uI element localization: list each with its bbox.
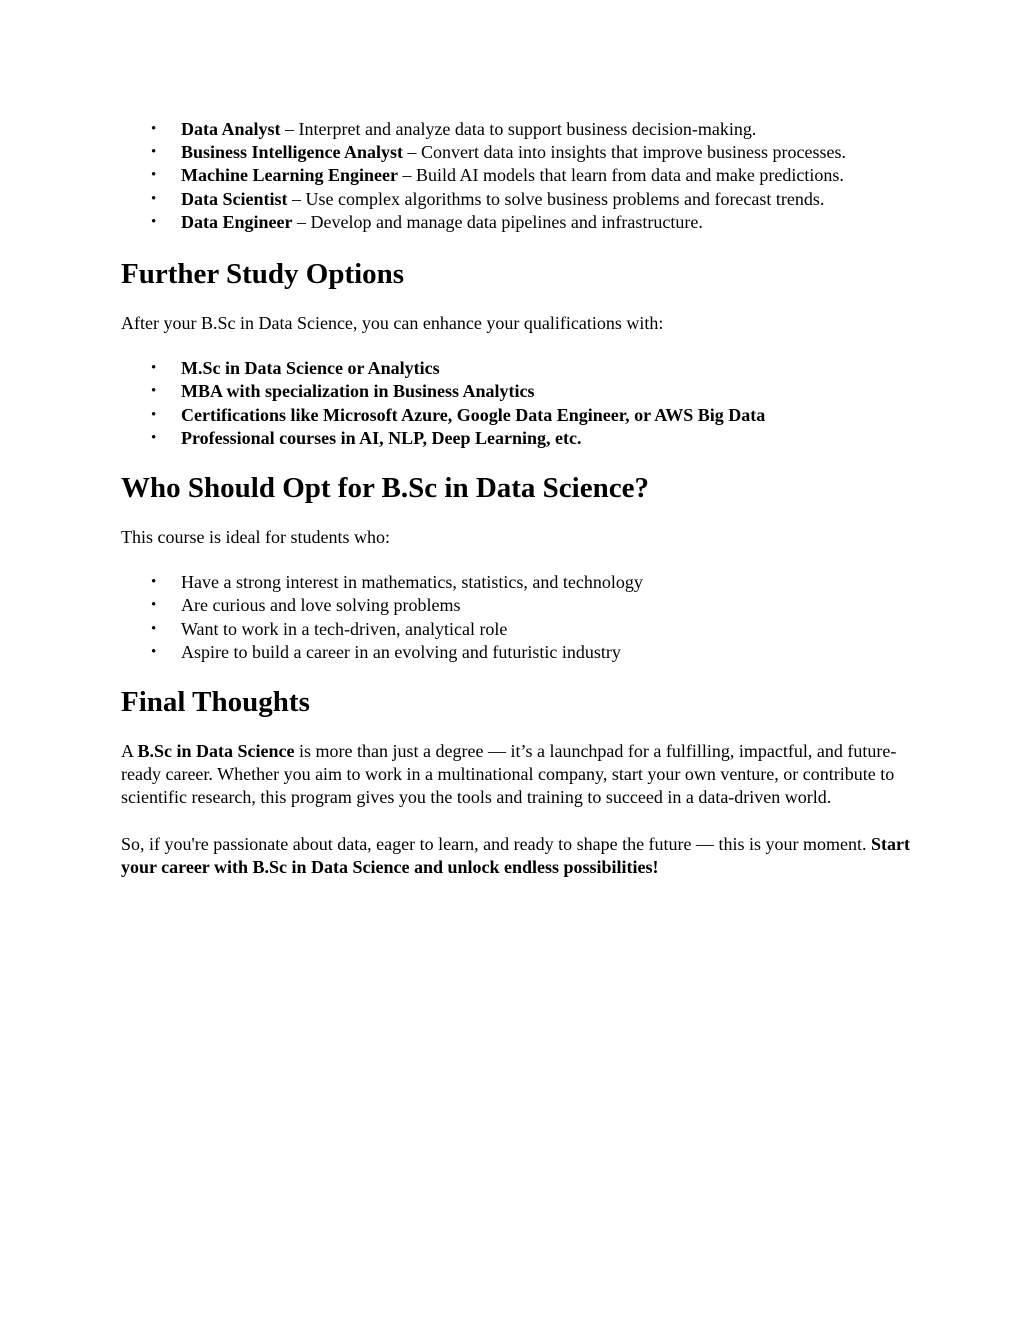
text-span: So, if you're passionate about data, eager to learn, and ready to shape the future — this is your moment. — [121, 833, 872, 854]
ideal-trait: Aspire to build a career in an evolving and futuristic industry — [181, 641, 621, 662]
career-desc: – Interpret and analyze data to support business decision-making. — [280, 119, 757, 139]
study-option: Professional courses in AI, NLP, Deep Learning, etc. — [181, 427, 582, 448]
bullet: • — [151, 383, 157, 400]
list-item — [121, 571, 911, 594]
bullet: • — [151, 360, 157, 377]
career-title: Business Intelligence Analyst — [181, 142, 404, 163]
list-item — [121, 404, 911, 427]
list-item — [121, 188, 911, 211]
bullet: • — [151, 190, 157, 207]
bullet: • — [151, 597, 157, 614]
bullet: • — [151, 167, 157, 184]
study-option: MBA with specialization in Business Analytics — [181, 381, 535, 402]
degree-name: B.Sc in Data Science — [137, 741, 295, 762]
bullet: • — [151, 213, 157, 230]
bullet: • — [151, 620, 157, 637]
career-desc: – Develop and manage data pipelines and infrastructure. — [292, 211, 703, 232]
list-item — [121, 427, 911, 450]
list-item — [121, 618, 911, 641]
study-option: M.Sc in Data Science or Analytics — [181, 358, 440, 379]
final-paragraph-1 — [121, 740, 911, 810]
list-item — [121, 118, 911, 141]
list-item — [121, 380, 911, 403]
bullet: • — [151, 429, 157, 446]
list-item — [121, 357, 911, 380]
further-study-list — [121, 357, 911, 450]
bullet: • — [151, 121, 157, 137]
career-title: Data Engineer — [181, 211, 293, 232]
bullet: • — [151, 406, 157, 423]
study-option: Certifications like Microsoft Azure, Google Data Engineer, or AWS Big Data — [181, 404, 766, 425]
ideal-trait: Have a strong interest in mathematics, statistics, and technology — [181, 572, 643, 593]
list-item — [121, 211, 911, 234]
ideal-trait: Want to work in a tech-driven, analytical role — [181, 618, 508, 639]
career-desc: – Build AI models that learn from data and make predictions. — [398, 165, 844, 186]
call-to-action: Start your career with B.Sc in Data Science and unlock endless possibilities! — [121, 833, 911, 877]
text-span: A — [121, 741, 138, 762]
final-thoughts-heading: Final Thoughts — [121, 686, 310, 719]
document-page — [121, 118, 911, 879]
list-item — [121, 164, 911, 187]
career-title: Data Analyst — [181, 119, 281, 139]
career-title: Data Scientist — [181, 188, 288, 209]
who-should-opt-heading: Who Should Opt for B.Sc in Data Science? — [121, 472, 649, 505]
career-desc: – Use complex algorithms to solve business problems and forecast trends. — [287, 188, 825, 209]
final-paragraph-2 — [121, 833, 911, 879]
bullet: • — [151, 144, 157, 161]
list-item — [121, 594, 911, 617]
list-item — [121, 641, 911, 664]
text-span: is more than just a degree — it’s a launchpad for a fulfilling, impactful, and future-ready career. Whether you aim to work in a multinational company, start your own venture, or contribute to scientific research, this program gives you the tools and training to succeed in a data-driven world. — [121, 741, 897, 808]
bullet: • — [151, 574, 157, 591]
further-study-intro: After your B.Sc in Data Science, you can enhance your qualifications with: — [121, 313, 664, 334]
who-should-opt-intro: This course is ideal for students who: — [121, 527, 390, 548]
career-list — [121, 118, 911, 234]
further-study-heading: Further Study Options — [121, 258, 405, 291]
ideal-student-list — [121, 571, 911, 664]
bullet: • — [151, 643, 157, 660]
list-item — [121, 141, 911, 164]
career-desc: – Convert data into insights that improve business processes. — [403, 142, 846, 163]
ideal-trait: Are curious and love solving problems — [181, 595, 461, 616]
career-title: Machine Learning Engineer — [181, 165, 398, 186]
